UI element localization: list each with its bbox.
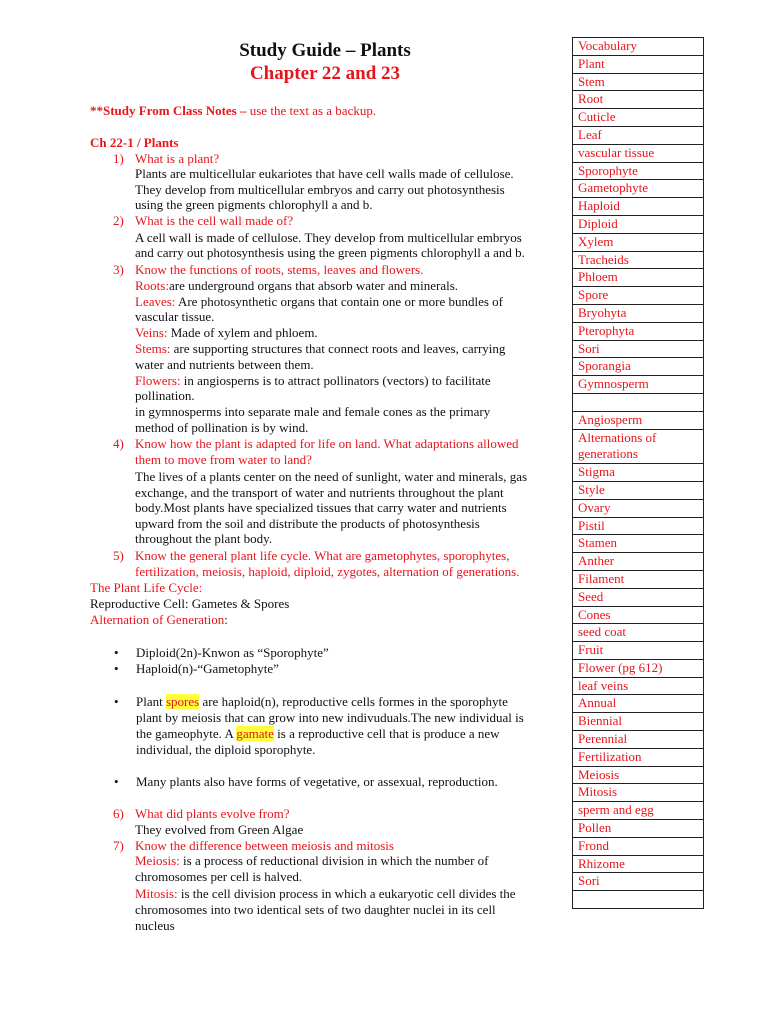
vocabulary-cell: Fruit (572, 642, 704, 660)
gymnosperm-line-2: method of pollination is by wind. (135, 420, 309, 435)
vocabulary-cell: Spore (572, 287, 704, 305)
vocabulary-cell: Haploid (572, 198, 704, 216)
vocabulary-cell: Stigma (572, 464, 704, 482)
mitosis-line-2: chromosomes into two identical sets of two daughter nuclei in its cell (135, 902, 496, 917)
list-item: • Plant spores are haploid(n), reproductive cells formes in the sporophyte (136, 694, 508, 709)
flowers-line-2: pollination. (135, 388, 195, 403)
spores-line-4: individual, the diploid sporophyte. (136, 742, 316, 757)
flowers-line: Flowers: in angiosperns is to attract pollinators (vectors) to facilitate (135, 373, 491, 388)
vocabulary-cell: Annual (572, 695, 704, 713)
vocabulary-cell: Sporangia (572, 358, 704, 376)
vocabulary-cell: leaf veins (572, 678, 704, 696)
vocabulary-header: Vocabulary (572, 37, 704, 56)
q5-question-2: fertilization, meiosis, haploid, diploid, zygotes, alternation of generations. (135, 564, 520, 579)
q6-number: 6) (113, 806, 124, 821)
vocabulary-cell: sperm and egg (572, 802, 704, 820)
spores-line-3: the gameophyte. A gamate is a reproductive cell that is produce a new (136, 726, 500, 741)
meiosis-line-2: chromosomes per cell is halved. (135, 869, 303, 884)
vocabulary-cell: Phloem (572, 269, 704, 287)
veins-line: Veins: Made of xylem and phloem. (135, 325, 318, 340)
vocabulary-cell: Perennial (572, 731, 704, 749)
mitosis-line: Mitosis: is the cell division process in which a eukaryotic cell divides the (135, 886, 516, 901)
vocabulary-cell: Ovary (572, 500, 704, 518)
vocabulary-cell: Sori (572, 873, 704, 891)
leaves-line: Leaves: Are photosynthetic organs that contain one or more bundles of (135, 294, 503, 309)
vocabulary-cell (572, 891, 704, 909)
vocabulary-cell: Pollen (572, 820, 704, 838)
gymnosperm-line: in gymnosperms into separate male and female cones as the primary (135, 404, 491, 419)
vocabulary-cell: Cuticle (572, 109, 704, 127)
vocabulary-cell: Xylem (572, 234, 704, 252)
vocabulary-cell: Sori (572, 341, 704, 359)
q2-number: 2) (113, 213, 124, 228)
q4-number: 4) (113, 436, 124, 451)
vocabulary-cell: Gametophyte (572, 180, 704, 198)
stems-line: Stems: are supporting structures that connect roots and leaves, carrying (135, 341, 506, 356)
vocabulary-cell: vascular tissue (572, 145, 704, 163)
q4-answer-line: upward from the soil and distribute the products of photosynthesis (135, 516, 480, 531)
q5-number: 5) (113, 548, 124, 563)
vocabulary-cell: Tracheids (572, 252, 704, 270)
list-item: • Haploid(n)-“Gametophyte” (136, 661, 279, 676)
vocabulary-cell: Meiosis (572, 767, 704, 785)
vocabulary-cell: Seed (572, 589, 704, 607)
leaves-line-2: vascular tissue. (135, 309, 215, 324)
section-heading: Ch 22-1 / Plants (90, 135, 179, 150)
vocabulary-cell: Alternations of generations (572, 430, 704, 465)
vocabulary-cell: Stem (572, 74, 704, 92)
vocabulary-cell: seed coat (572, 624, 704, 642)
vocabulary-cell: Anther (572, 553, 704, 571)
q5-question: Know the general plant life cycle. What are gametophytes, sporophytes, (135, 548, 510, 563)
q4-answer-line: exchange, and the transport of water and nutrients throughout the plant (135, 485, 504, 500)
q4-answer-line: throughout the plant body. (135, 531, 273, 546)
q6-question: What did plants evolve from? (135, 806, 290, 821)
q2-answer-line: A cell wall is made of cellulose. They develop from multicellular embryos (135, 230, 522, 245)
life-cycle-heading: The Plant Life Cycle: (90, 580, 203, 595)
vocabulary-table (572, 37, 704, 909)
q4-answer-line: The lives of a plants center on the need of sunlight, water and minerals, gas (135, 469, 528, 484)
intro-note: **Study From Class Notes – use the text as a backup. (90, 103, 377, 118)
vocabulary-cell: Flower (pg 612) (572, 660, 704, 678)
list-item: • Diploid(2n)-Knwon as “Sporophyte” (136, 645, 329, 660)
vocabulary-cell: Cones (572, 607, 704, 625)
vocabulary-cell: Biennial (572, 713, 704, 731)
page-subtitle: Chapter 22 and 23 (249, 63, 401, 84)
vocabulary-cell: Pistil (572, 518, 704, 536)
vocabulary-cell: Diploid (572, 216, 704, 234)
vocabulary-cell: Plant (572, 56, 704, 74)
vocabulary-cell: Filament (572, 571, 704, 589)
vocabulary-cell: Style (572, 482, 704, 500)
alternation-heading: Alternation of Generation: (90, 612, 228, 627)
vocabulary-cell: Rhizome (572, 856, 704, 874)
vocabulary-cell: Leaf (572, 127, 704, 145)
q1-answer-line: They develop from multicellular embryos and carry out photosynthesis (135, 182, 505, 197)
q7-question: Know the difference between meiosis and mitosis (135, 838, 394, 853)
q3-number: 3) (113, 262, 124, 277)
vocabulary-cell: Sporophyte (572, 163, 704, 181)
vocabulary-cell: Angiosperm (572, 412, 704, 430)
vocabulary-cell: Mitosis (572, 784, 704, 802)
page-title: Study Guide – Plants (239, 40, 411, 61)
q1-number: 1) (113, 151, 124, 166)
q1-question: What is a plant? (135, 151, 220, 166)
q1-answer-line: Plants are multicellular eukariotes that have cell walls made of cellulose. (135, 166, 514, 181)
vocabulary-cell: Stamen (572, 535, 704, 553)
q3-question: Know the functions of roots, stems, leaves and flowers. (135, 262, 424, 277)
q2-answer-line: and carry out photosynthesis using the green pigments chlorophyll a and b. (135, 245, 525, 260)
q1-answer-line: using the green pigments chlorophyll a and b. (135, 197, 373, 212)
vocabulary-cell: Fertilization (572, 749, 704, 767)
vocabulary-cell: Bryohyta (572, 305, 704, 323)
roots-line: Roots:are underground organs that absorb water and minerals. (135, 278, 459, 293)
vocabulary-cell (572, 394, 704, 412)
q4-question-2: them to move from water to land? (135, 452, 312, 467)
vocabulary-cell: Pterophyta (572, 323, 704, 341)
reproductive-cell-line: Reproductive Cell: Gametes & Spores (90, 596, 290, 611)
q6-answer: They evolved from Green Algae (135, 822, 304, 837)
vocabulary-cell: Root (572, 91, 704, 109)
q4-question: Know how the plant is adapted for life on land. What adaptations allowed (135, 436, 519, 451)
vocabulary-cell: Gymnosperm (572, 376, 704, 394)
mitosis-line-3: nucleus (135, 918, 175, 933)
spores-line-2: plant by meiosis that can grow into new indivuduals.The new individual is (136, 710, 524, 725)
list-item: • Many plants also have forms of vegetative, or assexual, reproduction. (136, 774, 498, 789)
vocabulary-cell: Frond (572, 838, 704, 856)
q4-answer-line: body.Most plants have specialized tissues that carry water and nutrients (135, 500, 507, 515)
q7-number: 7) (113, 838, 124, 853)
meiosis-line: Meiosis: is a process of reductional division in which the number of (135, 853, 489, 868)
q2-question: What is the cell wall made of? (135, 213, 294, 228)
stems-line-2: water and nutrients between them. (135, 357, 314, 372)
